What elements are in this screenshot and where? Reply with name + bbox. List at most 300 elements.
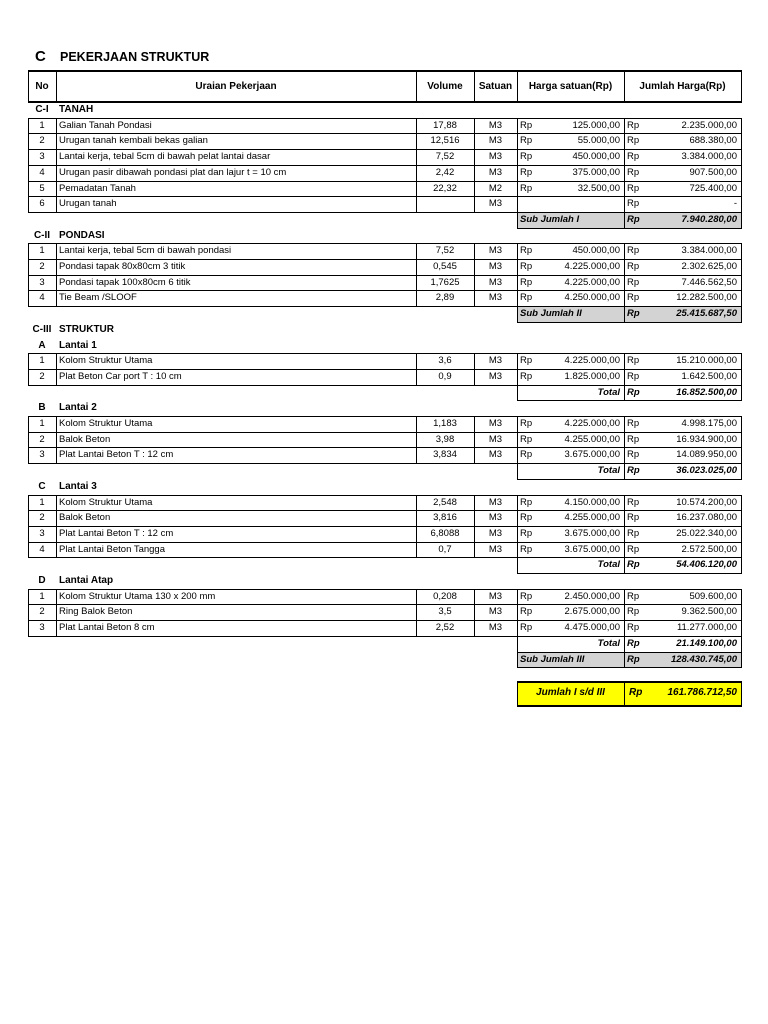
cell-divider [741, 165, 742, 182]
cell-divider [416, 369, 417, 386]
row-total-price: 7.446.562,50 [681, 276, 737, 288]
cell-divider [474, 447, 475, 464]
subtotal-rp-label: Rp [627, 653, 640, 665]
row-rp-label: Rp [520, 276, 533, 288]
row-total-price: 25.022.340,00 [676, 527, 737, 539]
cell-divider [624, 243, 625, 260]
row-number: 3 [39, 276, 45, 288]
subtotal-value: 128.430.745,00 [670, 653, 737, 665]
row-total-price: 2.302.625,00 [681, 261, 737, 272]
subtotal-label: Total [597, 465, 620, 477]
row-rp-label: Rp [520, 151, 533, 163]
subtotal-divider [624, 212, 625, 229]
row-rp-label: Rp [520, 590, 533, 602]
cell-divider [56, 259, 57, 276]
cell-divider [517, 165, 518, 182]
cell-divider [624, 369, 625, 386]
cell-divider [474, 369, 475, 386]
subtotal-rp-label: Rp [627, 637, 640, 649]
row-rp-label: Rp [627, 512, 640, 524]
cell-divider [56, 353, 57, 370]
cell-divider [56, 290, 57, 307]
row-volume: 0,545 [433, 261, 457, 272]
row-volume: 3,816 [433, 512, 457, 524]
cell-divider [416, 196, 417, 213]
row-rp-label: Rp [520, 543, 533, 555]
section-label: Lantai 1 [59, 339, 97, 351]
row-total-price: 725.400,00 [689, 182, 737, 194]
row-unit-price: 4.150.000,00 [564, 496, 620, 508]
row-unit: M3 [488, 527, 503, 539]
row-rp-label: Rp [627, 622, 640, 634]
row-rp-label: Rp [627, 590, 640, 602]
cell-divider [517, 133, 518, 150]
row-unit-price: 2.450.000,00 [564, 590, 620, 602]
cell-divider [624, 542, 625, 559]
row-rp-label: Rp [627, 433, 640, 445]
cell-divider [416, 416, 417, 433]
header-jumlah-harga-line: Jumlah Harga [639, 81, 706, 92]
header-harga-satuan-line: (Rp) [592, 81, 613, 92]
cell-divider [416, 165, 417, 182]
row-description: Kolom Struktur Utama [59, 355, 153, 367]
cell-divider [517, 589, 518, 606]
subtotal-value: 21.149.100,00 [676, 637, 737, 649]
section-code: D [38, 575, 46, 586]
cell-divider [28, 510, 29, 527]
cell-divider [56, 165, 57, 182]
row-unit: M3 [488, 449, 503, 461]
subtotal-rp-label: Rp [627, 213, 640, 225]
subtotal-divider [741, 652, 742, 669]
cell-divider [624, 495, 625, 512]
row-rp-label: Rp [520, 261, 533, 272]
row-rp-label: Rp [627, 135, 640, 147]
row-number: 1 [39, 418, 45, 429]
row-rp-label: Rp [520, 119, 533, 131]
cell-divider [517, 243, 518, 260]
row-description: Pemadatan Tanah [59, 182, 136, 194]
cell-divider [624, 290, 625, 307]
row-rp-label: Rp [627, 119, 640, 131]
subtotal-divider [624, 636, 625, 653]
row-description: Balok Beton [59, 512, 111, 524]
row-total-price: 2.572.500,00 [681, 543, 737, 555]
cell-divider [56, 133, 57, 150]
header-jumlah-harga-line: (Rp) [705, 81, 726, 92]
row-rp-label: Rp [520, 496, 533, 508]
subtotal-value: 54.406.120,00 [676, 559, 737, 571]
row-volume: 1,7625 [430, 276, 460, 288]
cell-divider [517, 604, 518, 621]
row-total-price: 1.642.500,00 [681, 370, 737, 382]
section-label: TANAH [59, 104, 94, 115]
cell-divider [741, 243, 742, 260]
cell-divider [416, 526, 417, 543]
header-satuan [474, 72, 517, 101]
row-unit-price: 450.000,00 [572, 245, 620, 257]
row-total-price: 4.998.175,00 [681, 418, 737, 429]
cell-divider [474, 290, 475, 307]
cell-divider [741, 259, 742, 276]
row-number: 2 [39, 606, 45, 618]
row-rp-label: Rp [520, 606, 533, 618]
subtotal-top-border [517, 652, 742, 653]
row-unit: M3 [488, 622, 503, 634]
cell-divider [624, 447, 625, 464]
cell-divider [416, 149, 417, 166]
subtotal-value: 7.940.280,00 [681, 213, 737, 225]
row-description: Urugan tanah [59, 198, 117, 210]
cell-divider [56, 243, 57, 260]
row-volume: 7,52 [435, 151, 455, 163]
row-number: 3 [39, 622, 45, 634]
cell-divider [56, 495, 57, 512]
cell-divider [474, 259, 475, 276]
cell-divider [416, 118, 417, 135]
subtotal-label: Sub Jumlah I [520, 213, 580, 225]
row-volume: 2,89 [435, 292, 455, 304]
cell-divider [56, 432, 57, 449]
row-rp-label: Rp [627, 496, 640, 508]
cell-divider [741, 432, 742, 449]
row-number: 2 [39, 512, 45, 524]
cell-divider [474, 604, 475, 621]
cell-divider [624, 510, 625, 527]
cell-divider [741, 495, 742, 512]
row-description: Tie Beam /SLOOF [59, 292, 137, 304]
row-total-price: 14.089.950,00 [676, 449, 737, 461]
cell-divider [56, 181, 57, 198]
section-letter: C [35, 48, 46, 65]
cell-divider [28, 149, 29, 166]
header-divider [741, 70, 742, 103]
row-rp-label: Rp [627, 355, 640, 367]
row-volume: 2,42 [435, 166, 455, 178]
row-number: 1 [39, 245, 45, 257]
cell-divider [517, 259, 518, 276]
row-rp-label: Rp [627, 292, 640, 304]
row-rp-label: Rp [627, 151, 640, 163]
cell-divider [416, 604, 417, 621]
row-unit-price: 4.225.000,00 [564, 261, 620, 272]
subtotal-label: Sub Jumlah III [520, 653, 585, 665]
header-uraian [56, 72, 416, 101]
cell-divider [517, 526, 518, 543]
row-unit-price: 3.675.000,00 [564, 527, 620, 539]
cell-divider [741, 604, 742, 621]
row-number: 2 [39, 370, 45, 382]
cell-divider [56, 589, 57, 606]
cell-divider [741, 196, 742, 213]
row-rp-label: Rp [520, 418, 533, 429]
row-unit: M3 [488, 606, 503, 618]
cell-divider [624, 149, 625, 166]
cell-divider [416, 589, 417, 606]
cell-divider [474, 432, 475, 449]
row-unit-price: 375.000,00 [572, 166, 620, 178]
cell-divider [28, 133, 29, 150]
cell-divider [28, 118, 29, 135]
row-volume: 0,7 [438, 543, 452, 555]
cell-divider [28, 243, 29, 260]
cell-divider [474, 149, 475, 166]
row-description: Kolom Struktur Utama 130 x 200 mm [59, 590, 216, 602]
row-unit-price: 2.675.000,00 [564, 606, 620, 618]
cell-divider [741, 526, 742, 543]
subtotal-value: 36.023.025,00 [676, 465, 737, 477]
row-rp-label: Rp [627, 449, 640, 461]
cell-divider [741, 447, 742, 464]
cell-divider [416, 275, 417, 292]
row-volume: 2,548 [433, 496, 457, 508]
section-code: C-III [32, 323, 52, 335]
row-unit-price: 3.675.000,00 [564, 449, 620, 461]
row-number: 1 [39, 119, 45, 131]
cell-divider [474, 181, 475, 198]
row-unit: M3 [488, 166, 503, 178]
cell-divider [517, 290, 518, 307]
row-rp-label: Rp [627, 543, 640, 555]
row-number: 4 [39, 543, 45, 555]
row-unit: M3 [488, 245, 503, 257]
cell-divider [517, 353, 518, 370]
row-rp-label: Rp [520, 622, 533, 634]
cell-divider [741, 416, 742, 433]
row-total-price: 688.380,00 [689, 135, 737, 147]
subtotal-divider [517, 636, 518, 653]
cell-divider [517, 495, 518, 512]
row-unit: M3 [488, 355, 503, 367]
row-number: 2 [39, 261, 45, 272]
cell-divider [416, 495, 417, 512]
cell-divider [28, 353, 29, 370]
row-unit: M3 [488, 261, 503, 272]
cell-divider [56, 196, 57, 213]
row-unit-price: 125.000,00 [572, 119, 620, 131]
cell-divider [416, 620, 417, 637]
cell-divider [741, 369, 742, 386]
cell-divider [624, 416, 625, 433]
subtotal-divider [517, 306, 518, 323]
row-rp-label: Rp [627, 418, 640, 429]
row-rp-label: Rp [627, 245, 640, 257]
row-total-price: 12.282.500,00 [676, 292, 737, 304]
row-unit: M3 [488, 370, 503, 382]
section-code: C-II [33, 229, 51, 241]
row-number: 1 [39, 355, 45, 367]
row-volume: 6,8088 [430, 527, 460, 539]
subtotal-divider [741, 557, 742, 574]
row-unit: M2 [488, 182, 503, 194]
subtotal-border [517, 479, 742, 480]
row-total-price: 3.384.000,00 [681, 151, 737, 163]
cell-divider [624, 275, 625, 292]
row-total-price: 509.600,00 [689, 590, 737, 602]
row-volume: 0,208 [433, 590, 457, 602]
subtotal-border [517, 573, 742, 574]
subtotal-top-border [517, 212, 742, 213]
header-satuan-line: Satuan [478, 81, 513, 92]
row-description: Urugan tanah kembali bekas galian [59, 135, 208, 147]
cell-divider [517, 196, 518, 213]
subtotal-divider [624, 557, 625, 574]
row-rp-label: Rp [627, 606, 640, 618]
cell-divider [416, 133, 417, 150]
row-description: Lantai kerja, tebal 5cm di bawah pondasi [59, 245, 232, 257]
subtotal-value: 25.415.687,50 [676, 308, 737, 320]
cell-divider [741, 275, 742, 292]
cell-divider [474, 133, 475, 150]
row-unit-price: 4.225.000,00 [564, 418, 620, 429]
subtotal-divider [517, 212, 518, 229]
row-total-price: 16.237.080,00 [676, 512, 737, 524]
row-unit-price: 1.825.000,00 [564, 370, 620, 382]
row-description: Galian Tanah Pondasi [59, 119, 152, 131]
row-number: 2 [39, 433, 45, 445]
row-description: Ring Balok Beton [59, 606, 133, 618]
row-unit: M3 [488, 292, 503, 304]
grand-total-rp-label: Rp [629, 687, 643, 699]
row-rp-label: Rp [627, 182, 640, 194]
subtotal-border [517, 322, 742, 323]
cell-divider [474, 510, 475, 527]
cell-divider [28, 165, 29, 182]
cell-divider [416, 181, 417, 198]
subtotal-divider [741, 385, 742, 402]
row-rp-label: Rp [627, 166, 640, 178]
row-volume: 3,98 [435, 433, 455, 445]
row-total-price: 16.934.900,00 [676, 433, 737, 445]
row-unit: M3 [488, 135, 503, 147]
row-description: Plat Lantai Beton T : 12 cm [59, 449, 174, 461]
row-rp-label: Rp [520, 166, 533, 178]
row-description: Urugan pasir dibawah pondasi plat dan lajur t = 10 cm [59, 166, 287, 178]
row-unit-price: 4.475.000,00 [564, 622, 620, 634]
row-unit: M3 [488, 590, 503, 602]
cell-divider [28, 416, 29, 433]
cell-divider [624, 181, 625, 198]
cell-divider [28, 432, 29, 449]
row-number: 2 [39, 135, 45, 147]
subtotal-divider [624, 306, 625, 323]
row-description: Plat Lantai Beton T : 12 cm [59, 527, 174, 539]
cell-divider [416, 243, 417, 260]
row-volume: 3,6 [438, 355, 452, 367]
header-volume-line: Volume [427, 81, 463, 92]
row-volume: 22,32 [433, 182, 457, 194]
row-unit: M3 [488, 433, 503, 445]
row-unit: M3 [488, 276, 503, 288]
cell-divider [28, 369, 29, 386]
section-title: PEKERJAAN STRUKTUR [60, 50, 210, 64]
cell-divider [416, 447, 417, 464]
cell-divider [416, 290, 417, 307]
header-harga-satuan [517, 72, 624, 101]
cell-divider [474, 495, 475, 512]
row-rp-label [517, 196, 543, 212]
row-unit-price: 4.225.000,00 [564, 355, 620, 367]
row-description: Plat Beton Car port T : 10 cm [59, 370, 182, 382]
row-number: 3 [39, 151, 45, 163]
cell-divider [624, 620, 625, 637]
subtotal-divider [624, 385, 625, 402]
cell-divider [474, 416, 475, 433]
cell-divider [741, 353, 742, 370]
row-volume: 3,5 [438, 606, 452, 618]
subtotal-divider [741, 463, 742, 480]
row-rp-label: Rp [520, 182, 533, 194]
cell-divider [741, 542, 742, 559]
cell-divider [56, 149, 57, 166]
cell-divider [624, 196, 625, 213]
row-rp-label: Rp [627, 198, 640, 210]
cell-divider [474, 353, 475, 370]
row-volume: 12,516 [430, 135, 460, 147]
row-total-price: 907.500,00 [689, 166, 737, 178]
section-code: A [38, 339, 46, 351]
subtotal-divider [624, 652, 625, 669]
cell-divider [474, 589, 475, 606]
cell-divider [56, 447, 57, 464]
row-rp-label: Rp [520, 355, 533, 367]
cell-divider [56, 275, 57, 292]
cell-divider [624, 133, 625, 150]
row-rp-label: Rp [627, 276, 640, 288]
row-unit-price: 55.000,00 [577, 135, 620, 147]
subtotal-rp-label: Rp [627, 386, 640, 398]
cell-divider [28, 259, 29, 276]
cell-divider [517, 149, 518, 166]
grand-total-border [517, 705, 742, 707]
cell-divider [741, 510, 742, 527]
cell-divider [741, 118, 742, 135]
cell-divider [416, 510, 417, 527]
cell-divider [28, 542, 29, 559]
cell-divider [474, 620, 475, 637]
cell-divider [56, 118, 57, 135]
row-rp-label: Rp [627, 261, 640, 272]
row-unit: M3 [488, 151, 503, 163]
cell-divider [56, 416, 57, 433]
section-label: STRUKTUR [59, 323, 114, 335]
row-total-price: - [733, 198, 737, 210]
subtotal-divider [517, 385, 518, 402]
cell-divider [474, 526, 475, 543]
subtotal-divider [741, 306, 742, 323]
section-code: C [38, 480, 46, 492]
subtotal-divider [741, 636, 742, 653]
row-unit-price: 3.675.000,00 [564, 543, 620, 555]
cell-divider [517, 432, 518, 449]
row-description: Plat Lantai Beton 8 cm [59, 622, 155, 634]
cell-divider [56, 526, 57, 543]
row-unit-price: 450.000,00 [572, 151, 620, 163]
cell-divider [741, 290, 742, 307]
subtotal-rp-label: Rp [627, 465, 640, 477]
row-number: 6 [39, 198, 45, 210]
cell-divider [517, 542, 518, 559]
cell-divider [624, 526, 625, 543]
cell-divider [517, 181, 518, 198]
cell-divider [56, 510, 57, 527]
cell-divider [28, 290, 29, 307]
cell-divider [474, 542, 475, 559]
subtotal-label: Total [597, 559, 620, 571]
row-rp-label: Rp [520, 449, 533, 461]
subtotal-label: Total [597, 386, 620, 398]
section-code: B [38, 402, 46, 414]
